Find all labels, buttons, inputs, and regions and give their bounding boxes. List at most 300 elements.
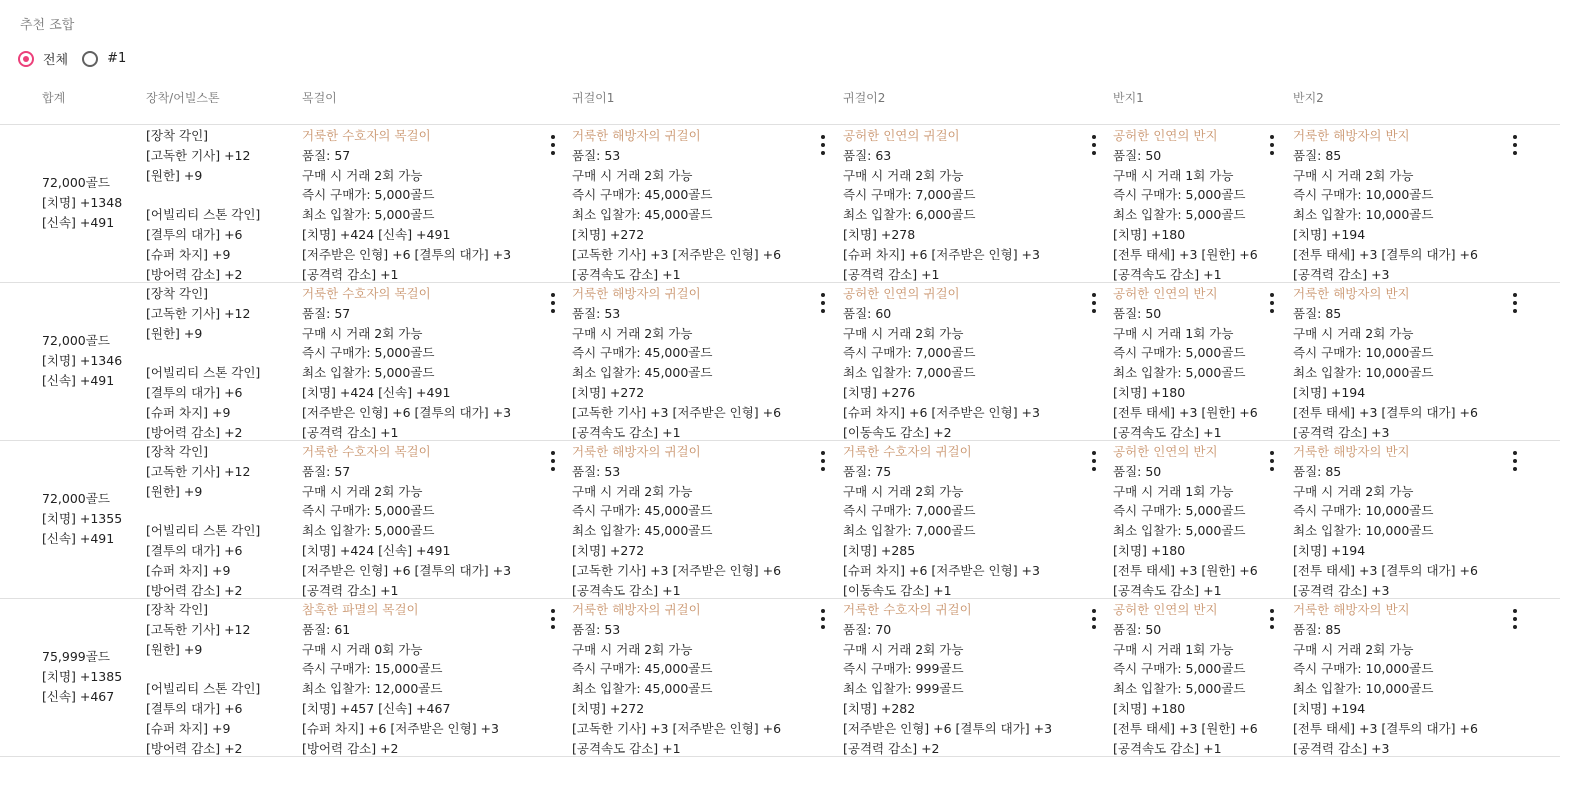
item-detail-line: 품질: 53	[572, 147, 621, 163]
kebab-dot	[1092, 459, 1096, 463]
item-necklace	[302, 442, 511, 600]
engraving-line: [고독한 기사] +12	[146, 305, 251, 321]
kebab-dot	[1092, 625, 1096, 629]
header-engravings: 장착/어빌스톤	[146, 91, 220, 105]
item-detail-line: [치명] +194	[1293, 542, 1366, 558]
item-detail-line: [치명] +282	[843, 700, 916, 716]
item-detail-line: [전투 태세] +3 [결투의 대가] +6	[1293, 246, 1478, 262]
table-header	[0, 89, 1560, 109]
kebab-dot	[1270, 451, 1274, 455]
kebab-dot	[821, 293, 825, 297]
kebab-dot	[1513, 301, 1517, 305]
more-vert-icon[interactable]	[817, 293, 829, 313]
kebab-dot	[1092, 293, 1096, 297]
kebab-dot	[551, 459, 555, 463]
item-detail-line: 최소 입찰가: 6,000골드	[843, 207, 976, 223]
kebab-dot	[551, 301, 555, 305]
engraving-line: [슈퍼 차지] +9	[146, 246, 231, 262]
item-ring-2	[1293, 284, 1478, 442]
item-ring-2	[1293, 600, 1478, 758]
item-detail-line: 품질: 85	[1293, 147, 1342, 163]
more-vert-icon[interactable]	[1509, 609, 1521, 629]
row-total	[42, 331, 122, 390]
engraving-line: [결투의 대가] +6	[146, 700, 243, 716]
kebab-dot	[1270, 617, 1274, 621]
item-detail-line: [공격력 감소] +3	[1293, 582, 1390, 598]
item-detail-line: [전투 태세] +3 [원한] +6	[1113, 562, 1258, 578]
kebab-dot	[551, 467, 555, 471]
item-detail-line: 구매 시 거래 1회 가능	[1113, 483, 1234, 499]
item-detail-line: 최소 입찰가: 10,000골드	[1293, 681, 1434, 697]
item-detail-line: [공격력 감소] +1	[302, 582, 399, 598]
engraving-line: [고독한 기사] +12	[146, 463, 251, 479]
item-detail-line: 즉시 구매가: 5,000골드	[1113, 503, 1246, 519]
item-name[interactable]: 공허한 인연의 반지	[1113, 128, 1218, 143]
item-detail-line: 즉시 구매가: 7,000골드	[843, 187, 976, 203]
row-total	[42, 489, 122, 548]
more-vert-icon[interactable]	[1509, 451, 1521, 471]
radio-checked-icon	[18, 51, 34, 67]
item-detail-line: 구매 시 거래 2회 가능	[1293, 641, 1414, 657]
table-row	[0, 124, 1560, 282]
item-detail-line: [저주받은 인형] +6 [결투의 대가] +3	[302, 246, 512, 262]
item-detail-line: 품질: 57	[302, 305, 351, 321]
kebab-dot	[1270, 459, 1274, 463]
engraving-line: [어빌리티 스톤 각인]	[146, 207, 261, 223]
item-detail-line: [치명] +180	[1113, 384, 1186, 400]
header-necklace: 목걸이	[302, 91, 337, 105]
item-detail-line: 구매 시 거래 2회 가능	[843, 325, 964, 341]
item-ring-1	[1113, 284, 1258, 442]
item-detail-line: [전투 태세] +3 [결투의 대가] +6	[1293, 720, 1478, 736]
item-detail-line: 최소 입찰가: 12,000골드	[302, 681, 443, 697]
kebab-dot	[1092, 609, 1096, 613]
combo-table-body	[0, 124, 1560, 757]
header-ring-2: 반지2	[1293, 91, 1324, 105]
item-detail-line: 즉시 구매가: 10,000골드	[1293, 503, 1434, 519]
row-engravings	[146, 284, 260, 442]
kebab-dot	[1513, 451, 1517, 455]
kebab-dot	[821, 459, 825, 463]
item-detail-line: 최소 입찰가: 999골드	[843, 681, 964, 697]
item-earring-2	[843, 126, 1040, 284]
item-necklace	[302, 126, 511, 284]
item-detail-line: [고독한 기사] +3 [저주받은 인형] +6	[572, 246, 782, 262]
item-detail-line: 구매 시 거래 2회 가능	[302, 325, 423, 341]
item-detail-line: 구매 시 거래 2회 가능	[572, 483, 693, 499]
item-detail-line: 품질: 61	[302, 621, 351, 637]
header-earring-2: 귀걸이2	[843, 91, 886, 105]
engraving-line	[146, 185, 260, 205]
more-vert-icon[interactable]	[547, 293, 559, 313]
kebab-dot	[1270, 301, 1274, 305]
item-detail-line: 품질: 85	[1293, 305, 1342, 321]
item-detail-line: [치명] +278	[843, 226, 916, 242]
item-name[interactable]: 참혹한 파멸의 목걸이	[302, 602, 419, 617]
total-price: 75,999골드	[42, 649, 110, 664]
engraving-line: [고독한 기사] +12	[146, 621, 251, 637]
item-detail-line: [공격력 감소] +1	[302, 266, 399, 282]
engraving-line: [결투의 대가] +6	[146, 542, 243, 558]
engraving-line: [어빌리티 스톤 각인]	[146, 523, 261, 539]
item-name[interactable]: 공허한 인연의 반지	[1113, 602, 1218, 617]
total-price: 72,000골드	[42, 175, 110, 190]
item-detail-line: 품질: 75	[843, 463, 892, 479]
kebab-dot	[821, 135, 825, 139]
more-vert-icon[interactable]	[1266, 451, 1278, 471]
table-row	[0, 282, 1560, 440]
item-name[interactable]: 거룩한 수호자의 목걸이	[302, 128, 431, 143]
more-vert-icon[interactable]	[1088, 609, 1100, 629]
engraving-line: [장착 각인]	[146, 286, 209, 301]
more-vert-icon[interactable]	[817, 451, 829, 471]
more-vert-icon[interactable]	[1266, 609, 1278, 629]
kebab-dot	[821, 151, 825, 155]
item-detail-line: 품질: 50	[1113, 147, 1162, 163]
more-vert-icon[interactable]	[547, 451, 559, 471]
item-detail-line: 즉시 구매가: 15,000골드	[302, 661, 443, 677]
engraving-line: [결투의 대가] +6	[146, 226, 243, 242]
item-detail-line: [치명] +457 [신속] +467	[302, 700, 451, 716]
item-earring-2	[843, 600, 1052, 758]
item-detail-line: 구매 시 거래 2회 가능	[302, 483, 423, 499]
kebab-dot	[551, 151, 555, 155]
kebab-dot	[1513, 293, 1517, 297]
kebab-dot	[551, 143, 555, 147]
row-engravings	[146, 600, 260, 758]
item-detail-line: 즉시 구매가: 5,000골드	[1113, 187, 1246, 203]
item-detail-line: [고독한 기사] +3 [저주받은 인형] +6	[572, 562, 782, 578]
kebab-dot	[551, 625, 555, 629]
item-detail-line: [전투 태세] +3 [결투의 대가] +6	[1293, 404, 1478, 420]
kebab-dot	[1092, 151, 1096, 155]
kebab-dot	[1270, 151, 1274, 155]
item-detail-line: [치명] +180	[1113, 542, 1186, 558]
item-name[interactable]: 공허한 인연의 반지	[1113, 286, 1218, 301]
more-vert-icon[interactable]	[1088, 135, 1100, 155]
item-detail-line: 품질: 53	[572, 463, 621, 479]
item-detail-line: 최소 입찰가: 10,000골드	[1293, 207, 1434, 223]
item-name[interactable]: 거룩한 수호자의 목걸이	[302, 286, 431, 301]
item-detail-line: 최소 입찰가: 10,000골드	[1293, 523, 1434, 539]
item-detail-line: 최소 입찰가: 45,000골드	[572, 207, 713, 223]
item-detail-line: 구매 시 거래 2회 가능	[1293, 167, 1414, 183]
item-detail-line: 최소 입찰가: 10,000골드	[1293, 365, 1434, 381]
row-total	[42, 173, 122, 232]
item-detail-line: [치명] +194	[1293, 700, 1366, 716]
item-detail-line: [공격력 감소] +3	[1293, 266, 1390, 282]
kebab-dot	[1513, 609, 1517, 613]
item-detail-line: 품질: 60	[843, 305, 892, 321]
item-detail-line: 최소 입찰가: 5,000골드	[1113, 681, 1246, 697]
item-detail-line: [공격력 감소] +2	[843, 740, 940, 756]
engraving-line: [어빌리티 스톤 각인]	[146, 681, 261, 697]
item-detail-line: [치명] +194	[1293, 384, 1366, 400]
item-detail-line: [슈퍼 차지] +6 [저주받은 인형] +3	[843, 562, 1040, 578]
engraving-line: [장착 각인]	[146, 128, 209, 143]
more-vert-icon[interactable]	[1509, 293, 1521, 313]
row-total	[42, 647, 122, 706]
item-detail-line: 즉시 구매가: 5,000골드	[1113, 345, 1246, 361]
item-detail-line: 품질: 85	[1293, 621, 1342, 637]
item-name[interactable]: 거룩한 해방자의 귀걸이	[572, 286, 701, 301]
item-detail-line: [치명] +180	[1113, 226, 1186, 242]
more-vert-icon[interactable]	[547, 609, 559, 629]
kebab-dot	[1270, 135, 1274, 139]
item-detail-line: 최소 입찰가: 7,000골드	[843, 365, 976, 381]
item-detail-line: [고독한 기사] +3 [저주받은 인형] +6	[572, 720, 782, 736]
item-earring-1	[572, 442, 781, 600]
kebab-dot	[1092, 135, 1096, 139]
row-engravings	[146, 126, 260, 284]
engraving-line: [원한] +9	[146, 641, 203, 657]
item-detail-line: [치명] +272	[572, 226, 645, 242]
item-detail-line: 품질: 57	[302, 463, 351, 479]
engraving-line: [장착 각인]	[146, 602, 209, 617]
item-detail-line: [공격속도 감소] +1	[572, 424, 681, 440]
item-detail-line: [치명] +424 [신속] +491	[302, 226, 451, 242]
item-detail-line: 구매 시 거래 2회 가능	[843, 167, 964, 183]
radio-combo-1-label: #1	[107, 51, 127, 66]
item-detail-line: 즉시 구매가: 5,000골드	[1113, 661, 1246, 677]
item-name[interactable]: 거룩한 해방자의 귀걸이	[572, 444, 701, 459]
item-detail-line: 품질: 57	[302, 147, 351, 163]
kebab-dot	[821, 309, 825, 313]
engraving-line: [방어력 감소] +2	[146, 582, 243, 598]
item-detail-line: 품질: 50	[1113, 305, 1162, 321]
engraving-line: [원한] +9	[146, 167, 203, 183]
kebab-dot	[821, 301, 825, 305]
item-detail-line: [공격력 감소] +1	[843, 266, 940, 282]
kebab-dot	[1092, 143, 1096, 147]
item-detail-line: 즉시 구매가: 45,000골드	[572, 345, 713, 361]
item-detail-line: 구매 시 거래 1회 가능	[1113, 641, 1234, 657]
total-stat: [신속] +491	[42, 214, 115, 230]
engraving-line: [어빌리티 스톤 각인]	[146, 365, 261, 381]
kebab-dot	[1513, 151, 1517, 155]
item-detail-line: 최소 입찰가: 5,000골드	[302, 523, 435, 539]
item-detail-line: [치명] +194	[1293, 226, 1366, 242]
item-detail-line: [공격력 감소] +3	[1293, 424, 1390, 440]
header-ring-1: 반지1	[1113, 91, 1144, 105]
kebab-dot	[1513, 467, 1517, 471]
item-detail-line: 구매 시 거래 2회 가능	[1293, 325, 1414, 341]
more-vert-icon[interactable]	[1266, 293, 1278, 313]
item-name[interactable]: 거룩한 해방자의 반지	[1293, 286, 1410, 301]
item-detail-line: 즉시 구매가: 10,000골드	[1293, 187, 1434, 203]
item-earring-2	[843, 442, 1040, 600]
item-detail-line: 최소 입찰가: 5,000골드	[302, 365, 435, 381]
total-stat: [신속] +491	[42, 530, 115, 546]
item-detail-line: 즉시 구매가: 7,000골드	[843, 345, 976, 361]
kebab-dot	[551, 609, 555, 613]
item-detail-line: 품질: 50	[1113, 621, 1162, 637]
item-detail-line: 최소 입찰가: 45,000골드	[572, 365, 713, 381]
item-ring-1	[1113, 442, 1258, 600]
total-stat: [신속] +467	[42, 688, 115, 704]
item-detail-line: [공격속도 감소] +1	[1113, 740, 1222, 756]
item-detail-line: 구매 시 거래 2회 가능	[843, 483, 964, 499]
engraving-line: [결투의 대가] +6	[146, 384, 243, 400]
item-ring-2	[1293, 126, 1478, 284]
item-detail-line: 품질: 70	[843, 621, 892, 637]
item-name[interactable]: 거룩한 수호자의 귀걸이	[843, 444, 972, 459]
item-detail-line: [치명] +276	[843, 384, 916, 400]
header-total: 합계	[42, 91, 66, 105]
item-detail-line: 품질: 85	[1293, 463, 1342, 479]
item-detail-line: 즉시 구매가: 999골드	[843, 661, 964, 677]
item-detail-line: 품질: 53	[572, 305, 621, 321]
more-vert-icon[interactable]	[817, 135, 829, 155]
item-detail-line: 최소 입찰가: 5,000골드	[302, 207, 435, 223]
item-earring-1	[572, 126, 781, 284]
item-detail-line: 구매 시 거래 2회 가능	[302, 167, 423, 183]
kebab-dot	[551, 451, 555, 455]
more-vert-icon[interactable]	[547, 135, 559, 155]
more-vert-icon[interactable]	[1266, 135, 1278, 155]
item-detail-line: [치명] +424 [신속] +491	[302, 542, 451, 558]
item-detail-line: 즉시 구매가: 45,000골드	[572, 187, 713, 203]
kebab-dot	[1270, 625, 1274, 629]
item-detail-line: [전투 태세] +3 [원한] +6	[1113, 246, 1258, 262]
more-vert-icon[interactable]	[1088, 451, 1100, 471]
kebab-dot	[1270, 309, 1274, 313]
item-detail-line: [이동속도 감소] +1	[843, 582, 952, 598]
kebab-dot	[551, 135, 555, 139]
item-detail-line: [슈퍼 차지] +6 [저주받은 인형] +3	[843, 404, 1040, 420]
item-detail-line: 구매 시 거래 2회 가능	[1293, 483, 1414, 499]
kebab-dot	[821, 625, 825, 629]
engraving-line: [슈퍼 차지] +9	[146, 404, 231, 420]
item-detail-line: 즉시 구매가: 10,000골드	[1293, 345, 1434, 361]
item-name[interactable]: 거룩한 해방자의 귀걸이	[572, 128, 701, 143]
total-stat: [치명] +1355	[42, 510, 123, 526]
item-detail-line: 최소 입찰가: 5,000골드	[1113, 365, 1246, 381]
total-stat: [치명] +1385	[42, 668, 123, 684]
item-name[interactable]: 거룩한 해방자의 귀걸이	[572, 602, 701, 617]
engraving-line: [방어력 감소] +2	[146, 424, 243, 440]
kebab-dot	[1092, 309, 1096, 313]
item-earring-1	[572, 284, 781, 442]
kebab-dot	[1092, 451, 1096, 455]
radio-all-label: 전체	[43, 53, 69, 68]
kebab-dot	[1270, 143, 1274, 147]
kebab-dot	[551, 617, 555, 621]
item-detail-line: 즉시 구매가: 5,000골드	[302, 503, 435, 519]
item-detail-line: 구매 시 거래 1회 가능	[1113, 167, 1234, 183]
total-stat: [신속] +491	[42, 372, 115, 388]
item-name[interactable]: 거룩한 수호자의 목걸이	[302, 444, 431, 459]
kebab-dot	[1513, 625, 1517, 629]
engraving-line	[146, 343, 260, 363]
kebab-dot	[551, 309, 555, 313]
radio-combo-1[interactable]	[82, 51, 126, 67]
item-ring-1	[1113, 126, 1258, 284]
more-vert-icon[interactable]	[817, 609, 829, 629]
item-detail-line: 구매 시 거래 2회 가능	[843, 641, 964, 657]
engraving-line: [원한] +9	[146, 325, 203, 341]
engraving-line: [장착 각인]	[146, 444, 209, 459]
item-detail-line: [방어력 감소] +2	[302, 740, 399, 756]
item-detail-line: 즉시 구매가: 7,000골드	[843, 503, 976, 519]
item-name[interactable]: 공허한 인연의 귀걸이	[843, 286, 960, 301]
item-detail-line: [치명] +272	[572, 384, 645, 400]
item-detail-line: [전투 태세] +3 [결투의 대가] +6	[1293, 562, 1478, 578]
item-detail-line: 최소 입찰가: 7,000골드	[843, 523, 976, 539]
engraving-line: [방어력 감소] +2	[146, 266, 243, 282]
item-detail-line: 품질: 53	[572, 621, 621, 637]
more-vert-icon[interactable]	[1509, 135, 1521, 155]
engraving-line: [방어력 감소] +2	[146, 740, 243, 756]
engraving-line	[146, 501, 260, 521]
item-detail-line: [고독한 기사] +3 [저주받은 인형] +6	[572, 404, 782, 420]
item-detail-line: [공격력 감소] +1	[302, 424, 399, 440]
item-detail-line: [전투 태세] +3 [원한] +6	[1113, 720, 1258, 736]
item-detail-line: [치명] +272	[572, 700, 645, 716]
item-detail-line: 최소 입찰가: 5,000골드	[1113, 523, 1246, 539]
item-detail-line: [슈퍼 차지] +6 [저주받은 인형] +3	[302, 720, 499, 736]
item-detail-line: [공격속도 감소] +1	[1113, 582, 1222, 598]
item-necklace	[302, 600, 499, 758]
item-name[interactable]: 공허한 인연의 반지	[1113, 444, 1218, 459]
item-name[interactable]: 공허한 인연의 귀걸이	[843, 128, 960, 143]
kebab-dot	[1270, 467, 1274, 471]
engraving-line: [슈퍼 차지] +9	[146, 720, 231, 736]
header-earring-1: 귀걸이1	[572, 91, 615, 105]
item-detail-line: [슈퍼 차지] +6 [저주받은 인형] +3	[843, 246, 1040, 262]
table-row	[0, 440, 1560, 598]
item-name[interactable]: 거룩한 해방자의 반지	[1293, 602, 1410, 617]
item-detail-line: 최소 입찰가: 5,000골드	[1113, 207, 1246, 223]
item-detail-line: 구매 시 거래 2회 가능	[572, 325, 693, 341]
item-detail-line: 즉시 구매가: 5,000골드	[302, 187, 435, 203]
kebab-dot	[1513, 617, 1517, 621]
item-detail-line: [공격속도 감소] +1	[572, 582, 681, 598]
row-engravings	[146, 442, 260, 600]
item-detail-line: [치명] +285	[843, 542, 916, 558]
item-detail-line: 품질: 50	[1113, 463, 1162, 479]
item-detail-line: 구매 시 거래 0회 가능	[302, 641, 423, 657]
item-detail-line: [전투 태세] +3 [원한] +6	[1113, 404, 1258, 420]
kebab-dot	[1513, 459, 1517, 463]
item-name[interactable]: 거룩한 해방자의 반지	[1293, 128, 1410, 143]
item-detail-line: 즉시 구매가: 45,000골드	[572, 503, 713, 519]
item-detail-line: 구매 시 거래 1회 가능	[1113, 325, 1234, 341]
item-detail-line: [치명] +180	[1113, 700, 1186, 716]
more-vert-icon[interactable]	[1088, 293, 1100, 313]
item-earring-2	[843, 284, 1040, 442]
engraving-line: [슈퍼 차지] +9	[146, 562, 231, 578]
item-ring-2	[1293, 442, 1478, 600]
kebab-dot	[821, 451, 825, 455]
item-detail-line: [치명] +272	[572, 542, 645, 558]
kebab-dot	[551, 293, 555, 297]
radio-unchecked-icon	[82, 51, 98, 67]
item-name[interactable]: 거룩한 수호자의 귀걸이	[843, 602, 972, 617]
item-name[interactable]: 거룩한 해방자의 반지	[1293, 444, 1410, 459]
total-stat: [치명] +1346	[42, 352, 123, 368]
item-detail-line: 구매 시 거래 2회 가능	[572, 641, 693, 657]
item-detail-line: [공격속도 감소] +1	[1113, 266, 1222, 282]
item-detail-line: 즉시 구매가: 45,000골드	[572, 661, 713, 677]
kebab-dot	[1270, 293, 1274, 297]
engraving-line: [고독한 기사] +12	[146, 147, 251, 163]
item-detail-line: [공격속도 감소] +1	[572, 266, 681, 282]
kebab-dot	[1513, 309, 1517, 313]
item-detail-line: [공격속도 감소] +1	[1113, 424, 1222, 440]
radio-all[interactable]	[18, 49, 68, 68]
kebab-dot	[821, 609, 825, 613]
